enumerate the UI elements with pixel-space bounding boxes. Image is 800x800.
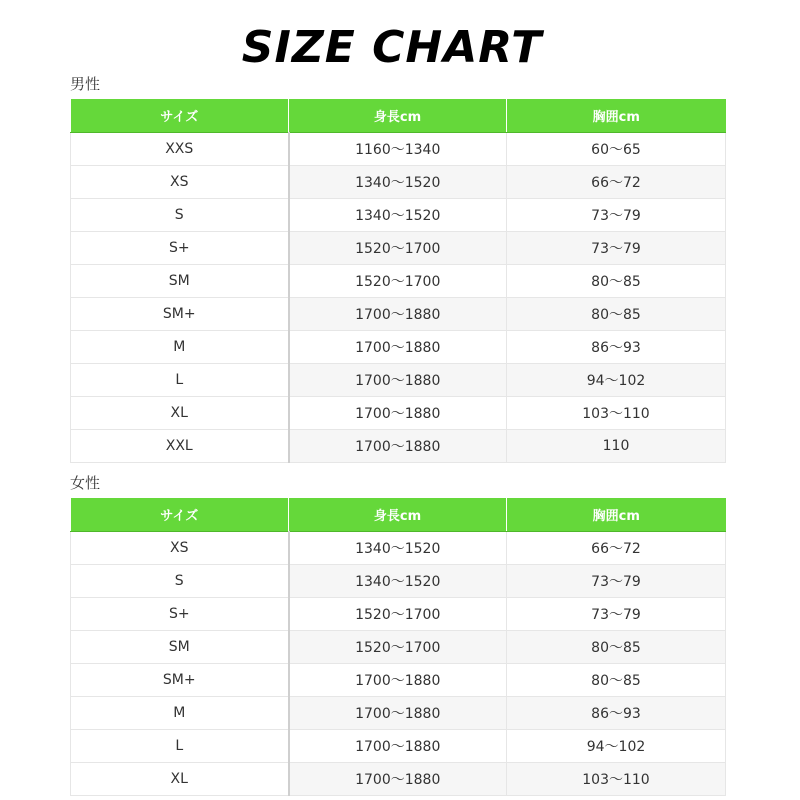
height-cell: 1520〜1700 <box>289 265 507 298</box>
page-title: SIZE CHART <box>241 22 543 73</box>
height-cell: 1520〜1700 <box>289 631 507 664</box>
size-column-header: サイズ <box>71 498 289 532</box>
height-cell: 1700〜1880 <box>289 763 507 796</box>
size-cell: S <box>71 565 289 598</box>
chest-column-header: 胸囲cm <box>507 498 726 532</box>
height-cell: 1700〜1880 <box>289 430 507 463</box>
height-cell: 1340〜1520 <box>289 199 507 232</box>
table-row <box>71 598 726 631</box>
men-size-table <box>70 99 726 463</box>
size-cell: XL <box>71 397 289 430</box>
table-row <box>71 697 726 730</box>
table-row <box>71 265 726 298</box>
table-row <box>71 199 726 232</box>
size-cell: S <box>71 199 289 232</box>
women-size-table <box>70 498 726 796</box>
chest-column-header: 胸囲cm <box>507 99 726 133</box>
chest-cell: 66〜72 <box>507 532 726 565</box>
table-row <box>71 133 726 166</box>
table-row <box>71 166 726 199</box>
size-cell: SM+ <box>71 298 289 331</box>
table-row <box>71 631 726 664</box>
chest-cell: 94〜102 <box>507 730 726 763</box>
table-header-row <box>71 99 726 133</box>
height-cell: 1700〜1880 <box>289 364 507 397</box>
height-column-header: 身長cm <box>289 498 507 532</box>
size-cell: XS <box>71 532 289 565</box>
chest-cell: 60〜65 <box>507 133 726 166</box>
table-row <box>71 763 726 796</box>
chest-cell: 66〜72 <box>507 166 726 199</box>
size-cell: SM <box>71 265 289 298</box>
men-table-body <box>71 133 726 463</box>
chest-cell: 80〜85 <box>507 664 726 697</box>
size-cell: M <box>71 697 289 730</box>
chest-cell: 103〜110 <box>507 397 726 430</box>
men-section-label: 男性 <box>70 75 101 93</box>
size-cell: XS <box>71 166 289 199</box>
women-table-body <box>71 532 726 796</box>
chest-cell: 86〜93 <box>507 697 726 730</box>
table-row <box>71 430 726 463</box>
height-cell: 1700〜1880 <box>289 298 507 331</box>
table-row <box>71 298 726 331</box>
size-cell: SM <box>71 631 289 664</box>
size-cell: M <box>71 331 289 364</box>
table-row <box>71 232 726 265</box>
chest-cell: 73〜79 <box>507 232 726 265</box>
height-cell: 1700〜1880 <box>289 331 507 364</box>
height-cell: 1700〜1880 <box>289 730 507 763</box>
size-cell: XXL <box>71 430 289 463</box>
size-cell: L <box>71 364 289 397</box>
size-cell: L <box>71 730 289 763</box>
size-cell: XL <box>71 763 289 796</box>
chest-cell: 86〜93 <box>507 331 726 364</box>
chest-cell: 103〜110 <box>507 763 726 796</box>
table-row <box>71 532 726 565</box>
height-cell: 1700〜1880 <box>289 397 507 430</box>
size-cell: S+ <box>71 598 289 631</box>
table-header-row <box>71 498 726 532</box>
size-cell: XXS <box>71 133 289 166</box>
women-section-label: 女性 <box>70 474 101 492</box>
height-cell: 1700〜1880 <box>289 664 507 697</box>
height-cell: 1520〜1700 <box>289 598 507 631</box>
height-column-header: 身長cm <box>289 99 507 133</box>
table-row <box>71 730 726 763</box>
size-cell: SM+ <box>71 664 289 697</box>
height-cell: 1700〜1880 <box>289 697 507 730</box>
table-row <box>71 364 726 397</box>
height-cell: 1160〜1340 <box>289 133 507 166</box>
height-cell: 1340〜1520 <box>289 166 507 199</box>
table-row <box>71 397 726 430</box>
table-row <box>71 664 726 697</box>
height-cell: 1520〜1700 <box>289 232 507 265</box>
chest-cell: 80〜85 <box>507 265 726 298</box>
chest-cell: 80〜85 <box>507 631 726 664</box>
chest-cell: 80〜85 <box>507 298 726 331</box>
height-cell: 1340〜1520 <box>289 565 507 598</box>
chest-cell: 73〜79 <box>507 565 726 598</box>
size-column-header: サイズ <box>71 99 289 133</box>
height-cell: 1340〜1520 <box>289 532 507 565</box>
table-row <box>71 331 726 364</box>
size-cell: S+ <box>71 232 289 265</box>
chest-cell: 110 <box>507 430 726 463</box>
chest-cell: 94〜102 <box>507 364 726 397</box>
chest-cell: 73〜79 <box>507 598 726 631</box>
chest-cell: 73〜79 <box>507 199 726 232</box>
table-row <box>71 565 726 598</box>
